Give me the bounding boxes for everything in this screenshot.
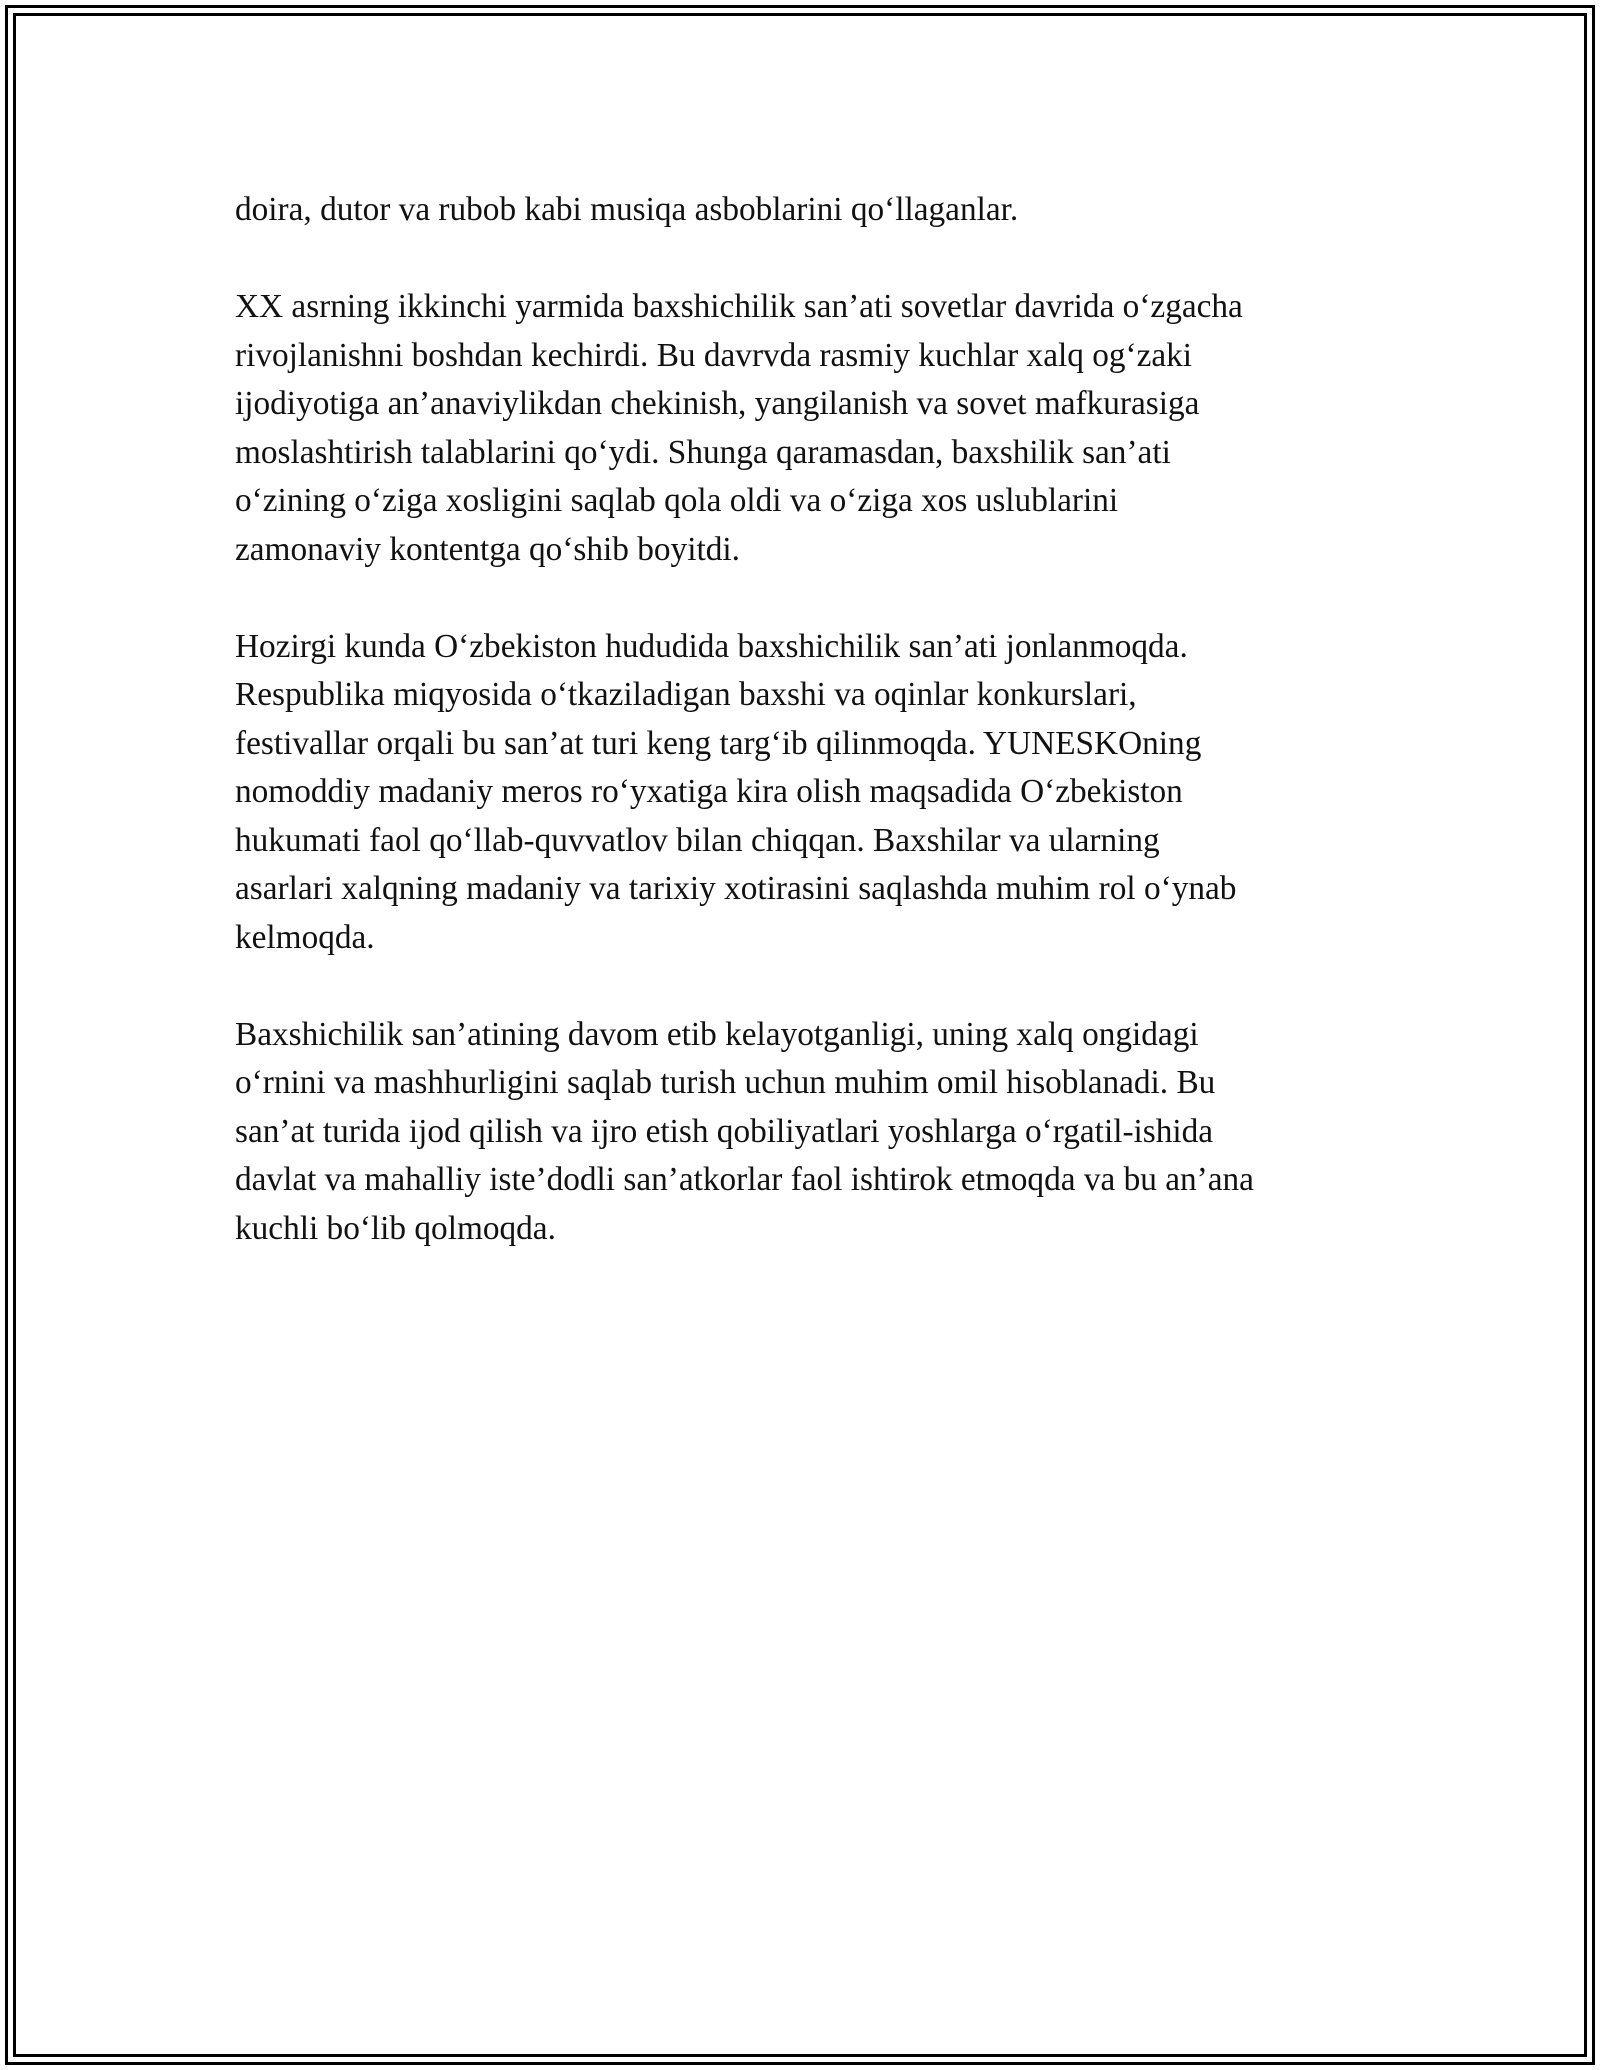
paragraph-soviet-era: XX asrning ikkinchi yarmida baxshichilik san’ati sovetlar davrida o‘zgacha rivojlanishni boshdan kechirdi. Bu davrvda rasmiy kuchlar xalq og‘zaki ijodiyotiga an’anaviylikdan chekinish, yangilanish va sovet mafkurasiga moslashtirish talablarini qo‘ydi. Shunga qaramasdan, baxshilik san’ati o‘zining o‘ziga xosligini saqlab qola oldi va o‘ziga xos uslublarini zamonaviy kontentga qo‘shib boyitdi. — [235, 288, 1243, 568]
paragraph-instruments: doira, dutor va rubob kabi musiqa asboblarini qo‘llaganlar. — [235, 191, 1019, 228]
paragraph-continuity: Baxshichilik san’atining davom etib kelayotganligi, uning xalq ongidagi o‘rnini va mashhurligini saqlab turish uchun muhim omil hisoblanadi. Bu san’at turida ijod qilish va ijro etish qobiliyatlari yoshlarga o‘rgatil-ishida davlat va mahalliy iste’dodli san’atkorlar faol ishtirok etmoqda va bu an’ana kuchli bo‘lib qolmoqda. — [235, 1015, 1254, 1247]
paragraph-present-day: Hozirgi kunda O‘zbekiston hududida baxshichilik san’ati jonlanmoqda. Respublika miqyosida o‘tkaziladigan baxshi va oqinlar konkurslari, festivallar orqali bu san’at turi keng targ‘ib qilinmoqda. YUNESKOning nomoddiy madaniy meros ro‘yxatiga kira olish maqsadida O‘zbekiston hukumati faol qo‘llab-quvvatlov bilan chiqqan. Baxshilar va ularning asarlari xalqning madaniy va tarixiy xotirasini saqlashda muhim rol o‘ynab kelmoqda. — [235, 627, 1237, 956]
document-body — [235, 186, 1375, 1302]
